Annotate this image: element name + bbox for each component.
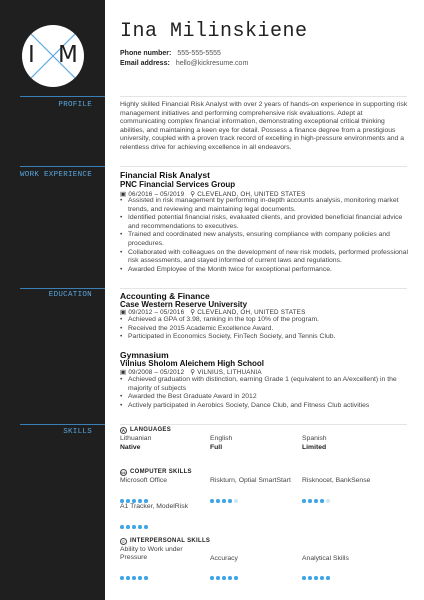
language-name: Lithuanian [120, 435, 152, 442]
skill-rating [302, 567, 332, 572]
education-dates: 09/2008 – 05/2012 [128, 369, 185, 376]
rating-dot-filled [302, 499, 306, 503]
language-level: Full [210, 444, 223, 451]
list-item: • Awarded the Best Graduate Award in 2012 [120, 393, 410, 402]
profile-divider-left [20, 96, 105, 97]
phone-row [120, 50, 221, 57]
skill-name: Microsoft Office [120, 477, 168, 484]
location-pin-icon: ⚲ [190, 309, 196, 316]
skill-name: Analytical Skills [302, 555, 349, 562]
job-bullets [120, 197, 410, 274]
rating-dot-filled [308, 499, 312, 503]
list-item: • Trained and coordinated new analysts, ensuring compliance with company policies and procedures. [120, 231, 410, 248]
skill-name: Ability to Work under Pressure [120, 546, 183, 562]
section-title-profile: PROFILE [58, 101, 92, 109]
profile-divider-right [120, 96, 407, 97]
rating-dot-filled [216, 499, 220, 503]
skill-rating [302, 490, 332, 495]
job-dates: 06/2016 – 05/2019 [128, 191, 185, 198]
initial-first: I [28, 42, 35, 68]
education-school: Vilnius Sholom Aleichem High School [120, 359, 265, 368]
rating-dot-filled [138, 576, 142, 580]
rating-dot-empty [326, 499, 330, 503]
language-level: Limited [302, 444, 327, 451]
candidate-name: Ina Milinskiene [120, 20, 308, 43]
skills-category-interpersonal: ☺ INTERPERSONAL SKILLS [121, 538, 211, 544]
education-school: Case Western Reserve University [120, 300, 248, 309]
rating-dot-filled [222, 576, 226, 580]
skill-rating [210, 490, 240, 495]
rating-dot-filled [234, 576, 238, 580]
language-name: Spanish [302, 435, 327, 442]
job-location: CLEVELAND, OH, UNITED STATES [197, 191, 306, 198]
list-item: • Achieved graduation with distinction, earning Grade 1 (equivalent to an A/excellent) in the majority of subjects [120, 376, 410, 393]
languages-icon: A [121, 428, 126, 433]
rating-dot-filled [144, 525, 148, 529]
rating-dot-filled [132, 525, 136, 529]
work-divider-right [120, 166, 407, 167]
skill-name: Riskturn, Optial SmartStart [210, 477, 291, 484]
rating-dot-filled [126, 525, 130, 529]
job-company: PNC Financial Services Group [120, 180, 236, 189]
rating-dot-filled [138, 525, 142, 529]
skill-name: Risknocet, BankSense [302, 477, 371, 484]
skill-rating [210, 567, 240, 572]
education-location: VILNIUS, LITHUANIA [197, 369, 262, 376]
rating-dot-filled [210, 576, 214, 580]
list-item: • Identified potential financial risks, evaluated clients, and provided beneficial financial advice and recommendations to executives. [120, 214, 410, 231]
section-title-education: EDUCATION [48, 291, 92, 299]
rating-dot-empty [234, 499, 238, 503]
skill-name: A1 Tracker, ModelRisk [120, 503, 188, 510]
rating-dot-filled [216, 576, 220, 580]
location-pin-icon: ⚲ [190, 369, 196, 376]
rating-dot-filled [132, 576, 136, 580]
education-divider-left [20, 288, 105, 289]
education-divider-right [120, 288, 407, 289]
people-icon: ☺ [121, 539, 126, 544]
rating-dot-filled [120, 576, 124, 580]
skill-name: Accuracy [210, 555, 238, 562]
location-pin-icon: ⚲ [190, 191, 196, 198]
rating-dot-filled [120, 525, 124, 529]
skills-category-computer: ▭ COMPUTER SKILLS [121, 469, 192, 475]
skills-divider-right [120, 424, 407, 425]
rating-dot-filled [228, 576, 232, 580]
rating-dot-filled [126, 576, 130, 580]
list-item: • Assisted in risk management by performing in-depth accounts analysis, monitoring market trends, and reviewing and maintaining legal documents. [120, 197, 410, 214]
education-degree: Accounting & Finance [120, 291, 210, 301]
rating-dot-filled [144, 576, 148, 580]
education-dates: 09/2012 – 05/2016 [128, 309, 185, 316]
monogram-logo [22, 25, 84, 87]
work-divider-left [20, 166, 105, 167]
education-degree: Gymnasium [120, 350, 169, 360]
email-row [120, 60, 248, 67]
language-name: English [210, 435, 233, 442]
language-level: Native [120, 444, 141, 451]
list-item: • Awarded Employee of the Month twice for exceptional performance. [120, 266, 410, 275]
rating-dot-filled [210, 499, 214, 503]
education-bullets [120, 316, 410, 342]
phone-value: 555-555-5555 [177, 50, 221, 57]
job-title: Financial Risk Analyst [120, 170, 210, 180]
list-item: • Received the 2015 Academic Excellence Award. [120, 325, 410, 334]
section-title-skills: SKILLS [63, 428, 92, 436]
education-location: CLEVELAND, OH, UNITED STATES [197, 309, 306, 316]
skill-rating [120, 490, 150, 495]
rating-dot-filled [222, 499, 226, 503]
skill-rating [120, 516, 150, 521]
section-title-work: WORK EXPERIENCE [20, 171, 93, 179]
rating-dot-filled [228, 499, 232, 503]
education-meta [120, 368, 262, 376]
initial-last: M [58, 42, 78, 68]
education-meta [120, 308, 305, 316]
rating-dot-filled [320, 576, 324, 580]
profile-summary: Highly skilled Financial Risk Analyst with over 2 years of hands-on experience in supporting risk management initiatives and performing comprehensive risk evaluations. Adept at communicating complex financial information, demonstrating exceptional critical thinking abilities, and maintaining a keen eye for detail. Possess a finance degree from a prestigious university, coupled with a proven track record of excelling in high-pressure environments and a relentless drive for achieving excellence in all endeavors. [120, 101, 408, 151]
calendar-icon: ▣ [120, 309, 127, 316]
list-item: • Collaborated with colleagues on the development of new risk models, performed professional risk assessments, and stayed informed of current laws and regulations. [120, 249, 410, 266]
email-label: Email address: [120, 60, 170, 67]
skill-rating [120, 567, 150, 572]
calendar-icon: ▣ [120, 369, 127, 376]
skills-category-languages: A LANGUAGES [121, 427, 172, 433]
calendar-icon: ▣ [120, 191, 127, 198]
list-item: • Participated in Economics Society, FinTech Society, and Tennis Club. [120, 333, 410, 342]
rating-dot-filled [314, 576, 318, 580]
rating-dot-filled [302, 576, 306, 580]
phone-label: Phone number: [120, 50, 172, 57]
rating-dot-filled [314, 499, 318, 503]
rating-dot-filled [326, 576, 330, 580]
sidebar [0, 0, 105, 600]
email-value[interactable]: hello@kickresume.com [175, 60, 249, 67]
rating-dot-filled [320, 499, 324, 503]
list-item: • Achieved a GPA of 3.98, ranking in the top 10% of the program. [120, 316, 410, 325]
computer-icon: ▭ [121, 470, 126, 475]
list-item: • Actively participated in Aerobics Society, Dance Club, and Fitness Club activities [120, 402, 410, 411]
education-bullets [120, 376, 410, 410]
skills-divider-left [20, 424, 105, 425]
rating-dot-filled [308, 576, 312, 580]
